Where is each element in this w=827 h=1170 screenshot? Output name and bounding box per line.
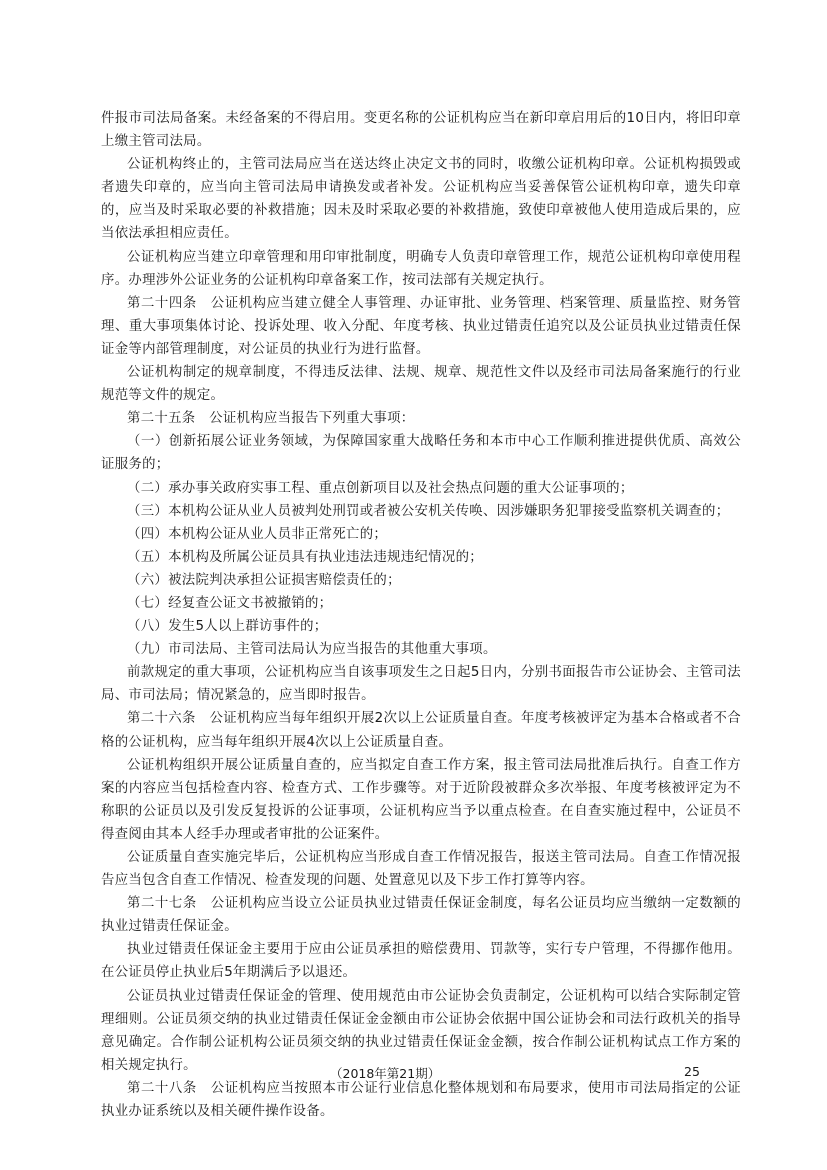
list-item: （五）本机构及所属公证员具有执业违法违规违纪情况的； — [127, 549, 483, 565]
paragraph: 执业过错责任保证金主要用于应由公证员承担的赔偿费用、罚款等，实行专户管理，不得挪作他用。在公证员停止执业后5年期满后予以退还。 — [101, 942, 741, 981]
list-item: （八）发生5人以上群访事件的； — [127, 619, 328, 635]
list-item: （六）被法院判决承担公证损害赔偿责任的； — [127, 572, 401, 588]
article-26: 第二十六条 公证机构应当每年组织开展2次以上公证质量自查。年度考核被评定为基本合格或者不合格的公证机构，应当每年组织开展4次以上公证质量自查。 — [101, 711, 741, 750]
paragraph: 公证机构组织开展公证质量自查的，应当拟定自查工作方案，报主管司法局批准后执行。自查工作方案的内容应当包括检查内容、检查方式、工作步骤等。对于近阶段被群众多次举报、年度考核被评定为不称职的公证员以及引发反复投诉的公证事项，公证机构应当予以重点检查。在自查实施过程中，公证员不得查阅由其本人经手办理或者审批的公证案件。 — [101, 757, 741, 842]
list-item: （四）本机构公证从业人员非正常死亡的； — [127, 526, 388, 542]
article-27: 第二十七条 公证机构应当设立公证员执业过错责任保证金制度，每名公证员均应当缴纳一定数额的执业过错责任保证金。 — [101, 896, 741, 935]
list-item: （七）经复查公证文书被撤销的； — [127, 595, 333, 611]
paragraph: 公证员执业过错责任保证金的管理、使用规范由市公证协会负责制定，公证机构可以结合实际制定管理细则。公证员须交纳的执业过错责任保证金金额由市公证协会依据中国公证协会和司法行政机关的指导意见确定。合作制公证机构公证员须交纳的执业过错责任保证金金额，按合作制公证机构试点工作方案的相关规定执行。 — [101, 988, 741, 1073]
paragraph: 公证机构制定的规章制度，不得违反法律、法规、规章、规范性文件以及经市司法局备案施行的行业规范等文件的规定。 — [101, 365, 741, 404]
paragraph: 件报市司法局备案。未经备案的不得启用。变更名称的公证机构应当在新印章启用后的10日内，将旧印章上缴主管司法局。 — [101, 111, 741, 150]
paragraph: 公证机构终止的，主管司法局应当在送达终止决定文书的同时，收缴公证机构印章。公证机构损毁或者遗失印章的，应当向主管司法局申请换发或者补发。公证机构应当妥善保管公证机构印章，遗失印章的，应当及时采取必要的补救措施；因未及时采取必要的补救措施，致使印章被他人使用造成后果的，应当依法承担相应责任。 — [101, 157, 741, 242]
paragraph: 前款规定的重大事项，公证机构应当自该事项发生之日起5日内，分别书面报告市公证协会、主管司法局、市司法局；情况紧急的，应当即时报告。 — [101, 665, 741, 704]
article-24: 第二十四条 公证机构应当建立健全人事管理、办证审批、业务管理、档案管理、质量监控、财务管理、重大事项集体讨论、投诉处理、收入分配、年度考核、执业过错责任追究以及公证员执业过错责任保证金等内部管理制度，对公证员的执业行为进行监督。 — [101, 295, 741, 357]
paragraph: 公证机构应当建立印章管理和用印审批制度，明确专人负责印章管理工作，规范公证机构印章使用程序。办理涉外公证业务的公证机构印章备案工作，按司法部有关规定执行。 — [101, 249, 741, 288]
issue-label: （2018年第21期） — [330, 1066, 441, 1081]
list-item: （三）本机构公证从业人员被判处刑罚或者被公安机关传唤、因涉嫌职务犯罪接受监察机关调查的； — [127, 503, 730, 519]
paragraph: 公证质量自查实施完毕后，公证机构应当形成自查工作情况报告，报送主管司法局。自查工作情况报告应当包含自查工作情况、检查发现的问题、处置意见以及下步工作打算等内容。 — [101, 850, 741, 889]
page-footer — [0, 1064, 827, 1084]
document-body — [101, 107, 741, 1123]
article-28: 第二十八条 公证机构应当按照本市公证行业信息化整体规划和布局要求，使用市司法局指定的公证执业办证系统以及相关硬件操作设备。 — [101, 1080, 741, 1120]
list-item: （九）市司法局、主管司法局认为应当报告的其他重大事项。 — [127, 642, 497, 658]
page-number: 25 — [684, 1064, 700, 1079]
article-25: 第二十五条 公证机构应当报告下列重大事项： — [127, 411, 415, 427]
list-item: （二）承办事关政府实事工程、重点创新项目以及社会热点问题的重大公证事项的； — [127, 480, 634, 496]
list-item: （一）创新拓展公证业务领域，为保障国家重大战略任务和本市中心工作顺利推进提供优质、高效公证服务的； — [101, 434, 741, 473]
